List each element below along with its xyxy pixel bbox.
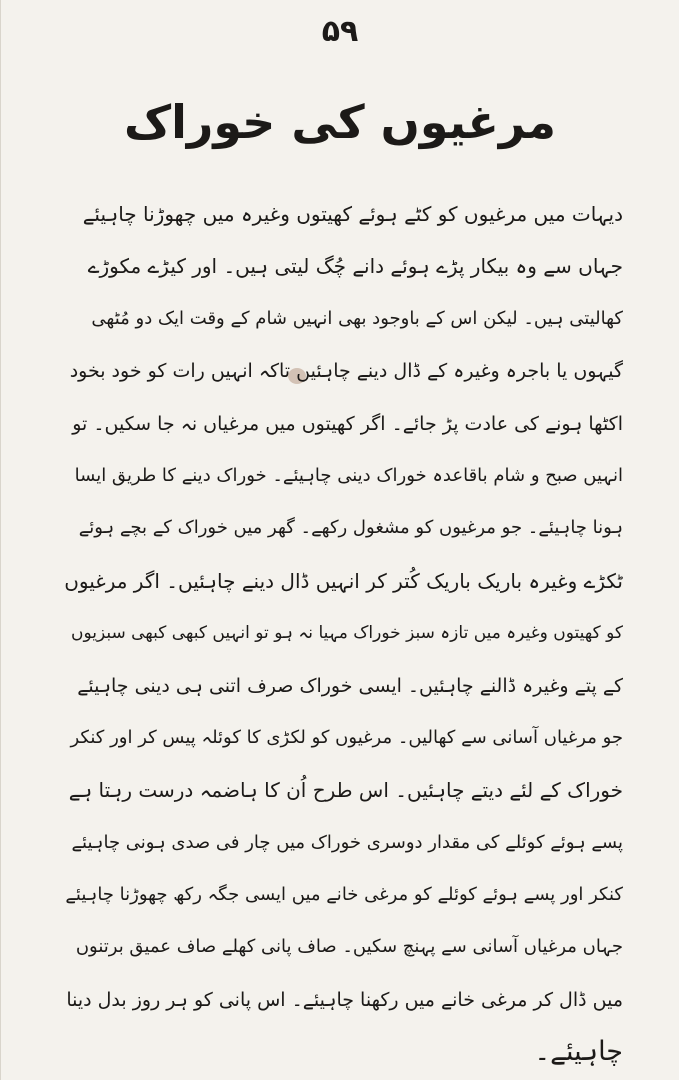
text-line: ہونا چاہیئے۔ جو مرغیوں کو مشغول رکھے۔ گھر میں خوراک کے بچے ہوئے — [78, 517, 623, 539]
text-line: کے پتے وغیرہ ڈالنے چاہئیں۔ ایسی خوراک صرف اتنی ہی دینی چاہیئے — [77, 674, 623, 697]
text-line: کنکر اور پسے ہوئے کوئلے کو مرغی خانے میں ایسی جگہ رکھ چھوڑنا چاہیئے — [65, 884, 623, 906]
text-line: جہاں مرغیاں آسانی سے پہنچ سکیں۔ صاف پانی کھلے صاف عمیق برتنوں — [75, 936, 623, 958]
text-line: ٹکڑے وغیرہ باریک باریک کُتر کر انہیں ڈال دینے چاہئیں۔ اگر مرغیوں — [64, 568, 623, 593]
text-line: اکٹھا ہونے کی عادت پڑ جائے۔ اگر کھیتوں میں مرغیاں نہ جا سکیں۔ تو — [72, 412, 623, 435]
body-text — [63, 188, 623, 1079]
text-line: چاہیئے۔ — [534, 1036, 623, 1068]
text-line: جو مرغیاں آسانی سے کھالیں۔ مرغیوں کو لکڑی کا کوئلہ پیس کر اور کنکر — [70, 726, 623, 748]
page-heading: مرغیوں کی خوراک — [123, 95, 557, 149]
text-line: دیہات میں مرغیوں کو کٹے ہوئے کھیتوں وغیرہ میں چھوڑنا چاہیئے — [82, 202, 623, 226]
text-line: انہیں صبح و شام باقاعدہ خوراک دینی چاہیئے۔ خوراک دینے کا طریق ایسا — [74, 464, 623, 486]
text-line: میں ڈال کر مرغی خانے میں رکھنا چاہیئے۔ اس پانی کو ہر روز بدل دینا — [66, 988, 623, 1011]
text-line: پسے ہوئے کوئلے کی مقدار دوسری خوراک میں چار فی صدی ہونی چاہیئے — [71, 831, 623, 853]
text-line: کو کھیتوں وغیرہ میں تازہ سبز خوراک مہیا نہ ہو تو انہیں کبھی کبھی سبزیوں — [70, 623, 623, 644]
text-line: گیہوں یا باجرہ وغیرہ کے ڈال دینے چاہئیں تاکہ انہیں رات کو خود بخود — [69, 360, 623, 383]
text-line: جہاں سے وہ بیکار پڑے ہوئے دانے چُگ لیتی ہیں۔ اور کیڑے مکوڑے — [87, 254, 623, 279]
text-line: کھالیتی ہیں۔ لیکن اس کے باوجود بھی انہیں شام کے وقت ایک دو مُٹھی — [91, 307, 623, 329]
text-line: خوراک کے لئے دیتے چاہئیں۔ اس طرح اُن کا ہاضمہ درست رہتا ہے — [68, 778, 623, 803]
page-number: ۵۹ — [321, 14, 359, 49]
